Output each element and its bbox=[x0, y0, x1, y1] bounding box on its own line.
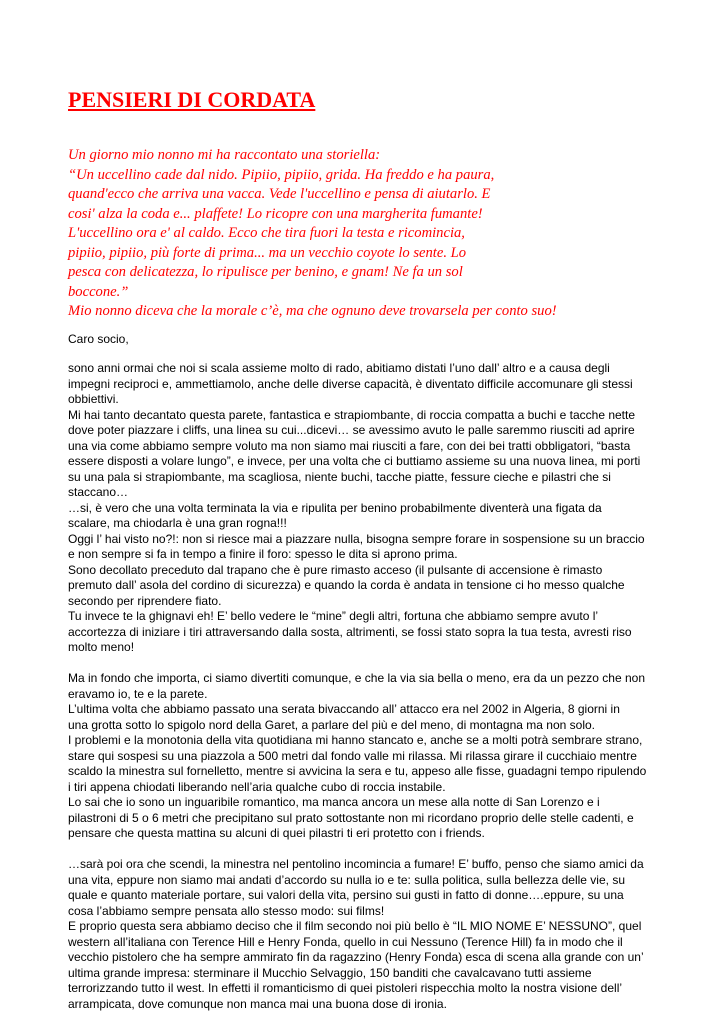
story-line: quand'ecco che arriva una vacca. Vede l'uccellino e pensa di aiutarlo. E bbox=[68, 186, 491, 202]
story-line: cosi' alza la coda e... plaffete! Lo ricopre con una margherita fumante! bbox=[68, 205, 483, 222]
body-line: pensare che questa mattina su alcuni di quei pilastri ti eri protetto con i friends. bbox=[68, 826, 485, 840]
body-line: ultima grande impresa: sterminare il Mucchio Selvaggio, 150 banditi che cavalcavano tutti assieme bbox=[68, 965, 592, 980]
body-line: Lo sai che io sono un inguaribile romantico, ma manca ancora un mese alla notte di San Lorenzo e i bbox=[68, 795, 600, 809]
body-line: cosa l’abbiamo sempre pensata allo stesso modo: sui films! bbox=[68, 903, 385, 918]
body-line: …si, è vero che una volta terminata la via e ripulita per benino probabilmente diventerà una figata da bbox=[68, 500, 602, 515]
story-line: L'uccellino ora e' al caldo. Ecco che tira fuori la testa e ricomincia, bbox=[68, 225, 465, 241]
body-line: una grotta sotto lo spigolo nord della Garet, a parlare del più e del meno, di montagna ma non solo. bbox=[68, 717, 595, 732]
body-line: terrorizzando tutto il west. In effetti il romanticismo di quei pistoleri rispecchia molto la nostra visione dell’ bbox=[68, 981, 623, 995]
body-line: Sono decollato preceduto dal trapano che è pure rimasto acceso (il pulsante di accensione è rimasto bbox=[68, 562, 603, 577]
body-line: impegni reciproci e, ammettiamolo, anche delle diverse capacità, è diventato difficile accomunare gli stessi bbox=[68, 376, 633, 391]
body-line: sono anni ormai che noi si scala assieme molto di rado, abitiamo distati l’uno dall’ altro e a causa degli bbox=[68, 361, 610, 375]
body-line: scaldo la minestra sul fornelletto, mentre si avvicina la sera e tu, appeso alle fisse, guadagni tempo ripulendo bbox=[68, 764, 647, 778]
body-line: una vita, eppure non siamo mai andati d’accordo su nulla io e te: sulla politica, sulla bellezza delle vie, su bbox=[68, 872, 625, 887]
body-line: Oggi l’ hai visto no?!: non si riesce mai a piazzare nulla, bisogna sempre forare in sospensione su un braccio bbox=[68, 531, 645, 546]
body-line: western all’italiana con Terence Hill e Henry Fonda, quello in cui Nessuno (Terence Hill) fa in modo che il bbox=[68, 934, 623, 949]
story-line: pipiio, pipiio, più forte di prima... ma un vecchio coyote lo sente. Lo bbox=[68, 244, 467, 261]
story-block bbox=[68, 146, 668, 322]
body-line: molto meno! bbox=[68, 640, 135, 654]
body-line: e non sempre si fa in tempo a finire il foro: spesso le dita si aprono prima. bbox=[68, 547, 458, 561]
story-line: “Un uccellino cade dal nido. Pipiio, pipiio, grida. Ha freddo e ha paura, bbox=[68, 166, 495, 183]
body-line: L’ultima volta che abbiamo passato una serata bivaccando all’ attacco era nel 2002 in Algeria, 8 giorni in bbox=[68, 702, 620, 716]
letter-body bbox=[68, 361, 668, 1012]
story-line: Un giorno mio nonno mi ha raccontato una storiella: bbox=[68, 147, 381, 163]
body-line: obbiettivi. bbox=[68, 392, 119, 406]
story-line: Mio nonno diceva che la morale c’è, ma che ognuno deve trovarsela per conto suo! bbox=[68, 303, 557, 319]
body-line: Ma in fondo che importa, ci siamo divertiti comunque, e che la via sia bella o meno, era da un pezzo che non bbox=[68, 671, 645, 685]
body-line: accortezza di iniziare i tiri attraversando dalla sosta, altrimenti, se fossi stato sopra la tua testa, avresti riso bbox=[68, 624, 632, 639]
body-line: una via come abbiamo sempre voluto ma non siamo mai riusciti a fare, con dei bei tratti obbligatori, “basta bbox=[68, 438, 631, 453]
body-line: arrampicata, dove comunque non manca mai una buona dose di ironia. bbox=[68, 996, 447, 1011]
paragraph-gap bbox=[68, 842, 668, 858]
greeting: Caro socio, bbox=[68, 332, 129, 346]
body-line: i tiri appena chiodati liberando nell’aria qualche cubo di roccia instabile. bbox=[68, 779, 446, 794]
story-line: pesca con delicatezza, lo ripulisce per benino, e gnam! Ne fa un sol bbox=[68, 264, 463, 280]
body-line: stare qui sospesi su una piazzola a 500 metri dal fondo valle mi rilassa. Mi rilassa girare il cucchiaio mentre bbox=[68, 748, 637, 763]
body-line: Tu invece te la ghignavi eh! E’ bello vedere le “mine” degli altri, fortuna che abbiamo sempre avuto l’ bbox=[68, 609, 599, 623]
paragraph-gap bbox=[68, 656, 668, 672]
story-line: boccone.” bbox=[68, 283, 129, 300]
body-line: I problemi e la monotonia della vita quotidiana mi hanno stancato e, anche se a molti potrà sembrare strano, bbox=[68, 733, 643, 747]
body-line: dove poter piazzare i cliffs, una linea su cui...dicevi… se avessimo avuto le palle saremmo riusciti ad aprire bbox=[68, 423, 635, 437]
body-line: eravamo io, te e la parete. bbox=[68, 686, 208, 701]
body-line: vecchio pistolero che ha sempre ammirato fin da ragazzino (Henry Fonda) esca di scena alla grande con un’ bbox=[68, 950, 644, 964]
page-title: PENSIERI DI CORDATA bbox=[68, 87, 316, 112]
body-line: quale e quanto materiale portare, sui valori della vita, persino sui gusti in fatto di donne….eppure, su una bbox=[68, 888, 624, 902]
body-line: su una pala si strapiombante, ma scagliosa, niente buchi, tacche piatte, fessure cieche e pilastri che si bbox=[68, 469, 611, 484]
body-line: …sarà poi ora che scendi, la minestra nel pentolino incomincia a fumare! E’ buffo, penso che siamo amici da bbox=[68, 857, 644, 871]
body-line: secondo per riprendere fiato. bbox=[68, 593, 222, 608]
body-line: E proprio questa sera abbiamo deciso che il film secondo noi più bello è “IL MIO NOME E’ NESSUNO”, quel bbox=[68, 919, 642, 933]
body-line: premuto dall’ asola del cordino di sicurezza) e quando la corda è andata in tensione ci ho messo qualche bbox=[68, 578, 625, 592]
body-line: pilastroni di 5 o 6 metri che precipitano sul prato sottostante non mi ricordano proprio delle stelle cadenti, e bbox=[68, 810, 634, 825]
body-line: Mi hai tanto decantato questa parete, fantastica e strapiombante, di roccia compatta a buchi e tacche nette bbox=[68, 407, 636, 422]
body-line: scalare, ma chiodarla è una gran rogna!!! bbox=[68, 516, 287, 530]
body-line: staccano… bbox=[68, 485, 129, 499]
body-line: essere disposti a volare lungo”, e invece, per una volta che ci buttiamo assieme su una nuova linea, mi porti bbox=[68, 454, 641, 468]
